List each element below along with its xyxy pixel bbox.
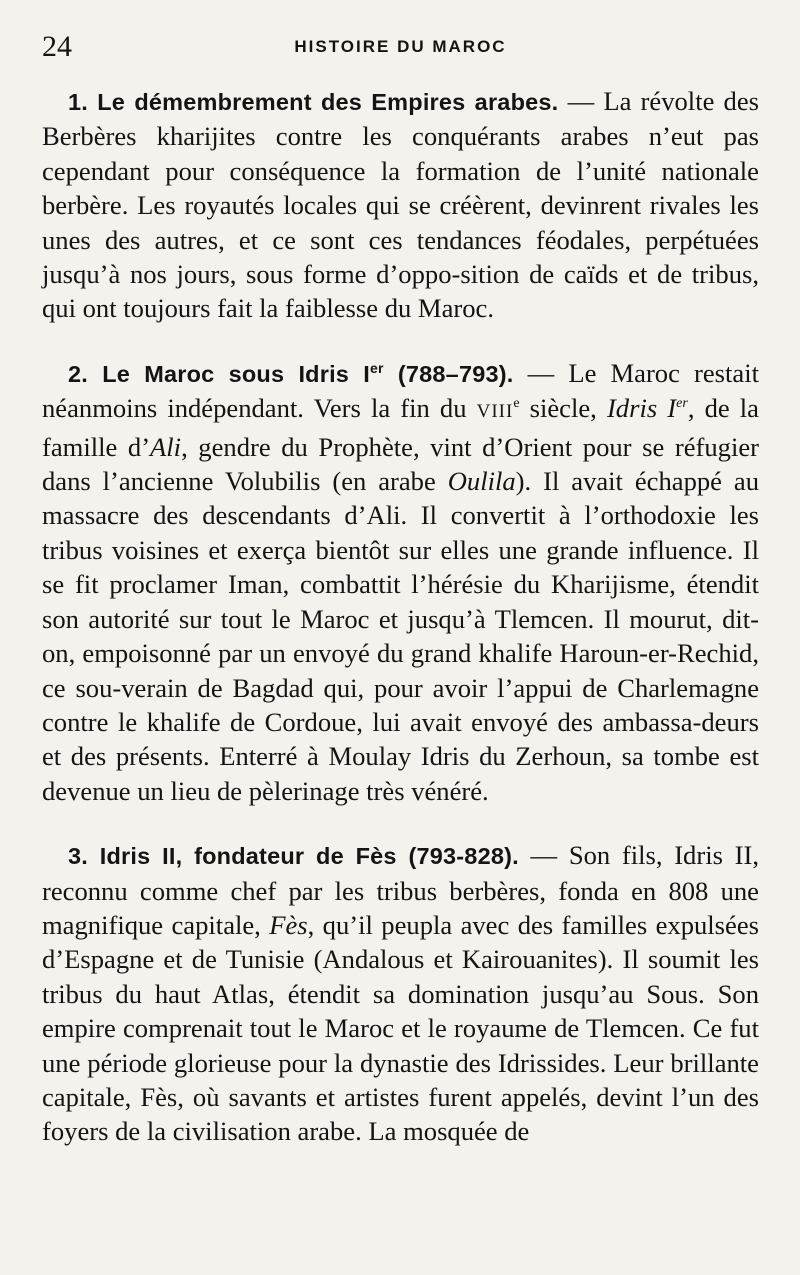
- paragraph-3-heading: 3. Idris II, fondateur de Fès (793-828).: [68, 843, 519, 870]
- oulila-name: Oulila: [447, 466, 516, 497]
- fes-name: Fès: [269, 909, 308, 940]
- paragraph-3-text-1: — Son fils, Idris II, reconnu comme chef par les tribus berbères, fonda en 808 une magnifique capitale,: [42, 840, 759, 940]
- paragraph-1-heading: 1. Le démembrement des Empires arabes.: [68, 89, 559, 115]
- paragraph-2: [42, 356, 759, 808]
- running-title: HISTOIRE DU MAROC: [294, 37, 507, 56]
- paragraph-2-text-5: ). Il avait échappé au massacre des descendants d’Ali. Il convertit à l’orthodoxie les tribus voisines et exerça bientôt sur elles une grande influence. Il se fit proclamer Iman, combattit l’hérésie du Kharijisme, étendit son autorité sur tout le Maroc et jusqu’à Tlemcen. Il mourut, dit-on, empoisonné par un envoyé du grand khalife Haroun-er-Rechid, ce sou-verain de Bagdad qui, pour avoir l’appui de Charlemagne contre le khalife de Cordoue, lui avait envoyé des ambassa-deurs et des présents. Enterré à Moulay Idris du Zerhoun, sa tombe est devenue un lieu de pèlerinage très vénéré.: [42, 466, 759, 806]
- ali-name: Ali: [150, 431, 182, 462]
- paragraph-2-text-1: — Le Maroc restait néanmoins indépendant. Vers la fin du: [42, 357, 759, 424]
- paragraph-2-text-4: , gendre du Prophète, vint d’Orient pour se réfugier dans l’ancienne Volubilis (en arabe: [42, 431, 759, 497]
- paragraph-2-heading-dates: (788–793).: [383, 360, 514, 387]
- page-body: [42, 84, 759, 1149]
- idris-name: [607, 393, 688, 423]
- paragraph-1: [42, 84, 759, 326]
- paragraph-2-text-2: siècle,: [519, 393, 607, 424]
- page-header: [42, 30, 759, 64]
- paragraph-2-heading-sup: er: [370, 360, 384, 377]
- paragraph-2-text-3: , de la famille d’: [42, 393, 759, 462]
- century-sup: e: [513, 396, 520, 412]
- century-numeral: VIII: [476, 401, 514, 423]
- idris-name-text: Idris I: [606, 393, 677, 424]
- paragraph-3-text-2: , qu’il peupla avec des familles expulsées d’Espagne et de Tunisie (Andalous et Kairouanites). Il soumit les tribus du haut Atlas, étendit sa domination jusqu’au Sous. Son empire comprenait tout le Maroc et le royaume de Tlemcen. Ce fut une période glorieuse pour la dynastie des Idrissides. Leur brillante capitale, Fès, où savants et artistes furent appelés, devint l’un des foyers de la civilisation arabe. La mosquée de: [42, 909, 759, 1147]
- idris-sup: er: [676, 396, 688, 412]
- paragraph-2-heading: [68, 361, 514, 387]
- paragraph-3: [42, 838, 759, 1149]
- paragraph-1-text: — La révolte des Berbères kharijites contre les conquérants arabes n’eut pas cependant pour conséquence la formation de l’unité nationale berbère. Les royautés locales qui se créèrent, devinrent rivales les unes des autres, et ce sont ces tendances féodales, perpétuées jusqu’à nos jours, sous forme d’oppo-sition de caïds et de tribus, qui ont toujours fait la faiblesse du Maroc.: [42, 86, 760, 324]
- paragraph-2-heading-main: 2. Le Maroc sous Idris I: [68, 360, 371, 387]
- page-number: 24: [42, 30, 72, 63]
